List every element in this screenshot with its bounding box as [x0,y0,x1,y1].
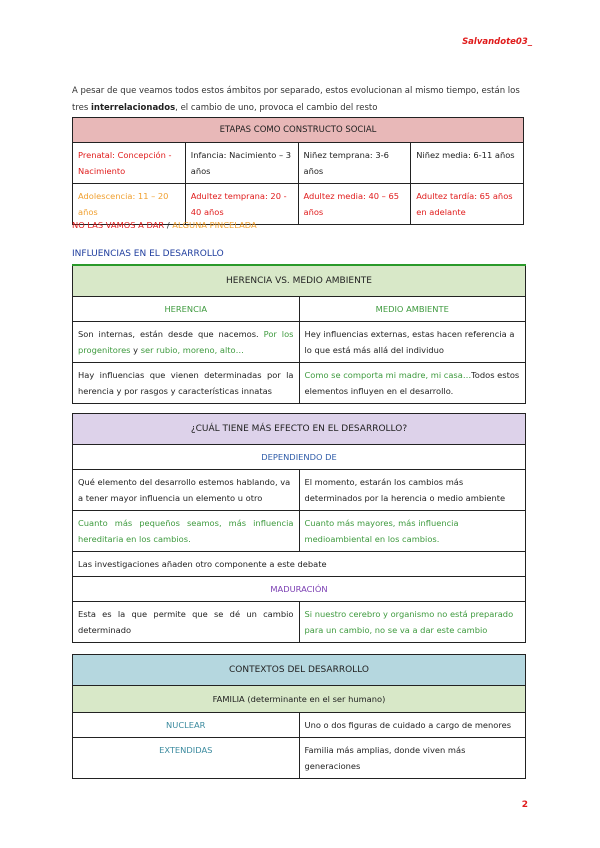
efecto-cell: El momento, estarán los cambios más determinados por la herencia o medio ambiente [299,470,526,511]
section-title-influencias: INFLUENCIAS EN EL DESARROLLO [72,249,224,259]
page-number: 2 [521,800,528,810]
investigaciones-row: Las investigaciones añaden otro componente a este debate [73,552,526,577]
efecto-table [72,413,526,643]
text: Como se comporta mi madre, mi casa… [304,370,472,380]
efecto-cell: Qué elemento del desarrollo estemos hablando, va a tener mayor influencia un elemento u otro [73,470,300,511]
etapa-cell: Adultez tardía: 65 años en adelante [411,184,524,225]
efecto-title: ¿CUÁL TIENE MÁS EFECTO EN EL DESARROLLO? [73,414,526,445]
herencia-cell [73,322,300,363]
herencia-cell: Hay influencias que vienen determinadas por la herencia y por rasgos y características innatas [73,363,300,404]
intro-paragraph [72,83,532,117]
efecto-cell: Cuanto más pequeños seamos, más influencia hereditaria en los cambios. [73,511,300,552]
medio-cell [299,363,526,404]
text: ser rubio, moreno, alto… [140,345,244,355]
intro-text-2: , el cambio de uno, provoca el cambio del resto [175,102,378,113]
contexto-label: EXTENDIDAS [73,738,300,779]
efecto-cell: Cuanto más mayores, más influencia medioambiental en los cambios. [299,511,526,552]
etapa-cell: Niñez temprana: 3-6 años [298,143,411,184]
text: y [130,345,141,355]
familia-subtitle: FAMILIA (determinante en el ser humano) [73,686,526,713]
maduracion-label: MADURACIÓN [73,577,526,602]
efecto-cell: Si nuestro cerebro y organismo no está preparado para un cambio, no se va a dar este cambio [299,602,526,643]
contexto-desc: Familia más amplias, donde viven más generaciones [299,738,526,779]
etapas-table [72,117,524,225]
contexto-label: NUCLEAR [73,713,300,738]
note-red: NO LAS VAMOS A DAR [72,220,165,230]
etapa-cell: Prenatal: Concepción - Nacimiento [73,143,186,184]
col-medio-ambiente: MEDIO AMBIENTE [299,297,526,322]
contextos-title: CONTEXTOS DEL DESARROLLO [73,655,526,686]
etapa-cell: Niñez media: 6-11 años [411,143,524,184]
etapa-cell: Infancia: Nacimiento – 3 años [185,143,298,184]
medio-cell: Hey influencias externas, estas hacen referencia a lo que está más allá del individuo [299,322,526,363]
etapa-cell: Adultez temprana: 20 - 40 años [185,184,298,225]
efecto-cell: Esta es la que permite que se dé un cambio determinado [73,602,300,643]
intro-text-1: A pesar de que veamos todos estos ámbitos por separado, estos evolucionan al mismo tiempo, están los tres [72,85,520,113]
note-sep: / [164,220,173,230]
note-orange: ALGUNA PINCELADA [172,220,257,230]
contexto-desc: Uno o dos figuras de cuidado a cargo de menores [299,713,526,738]
etapa-cell: Adolescencia: 11 – 20 años [73,184,186,225]
herencia-table [72,264,526,404]
herencia-title: HERENCIA VS. MEDIO AMBIENTE [73,265,526,297]
intro-bold: interrelacionados [91,102,176,113]
etapas-note [72,220,257,230]
text: Todos estos elementos influyen en el desarrollo. [304,370,520,396]
contextos-table [72,654,526,779]
col-herencia: HERENCIA [73,297,300,322]
author-header: Salvandote03_ [462,37,532,47]
etapas-title: ETAPAS COMO CONSTRUCTO SOCIAL [73,118,524,143]
text: Son internas, están desde que nacemos. [78,329,264,339]
text: Por los progenitores [78,329,294,355]
dependiendo-label: DEPENDIENDO DE [73,445,526,470]
etapa-cell: Adultez media: 40 – 65 años [298,184,411,225]
